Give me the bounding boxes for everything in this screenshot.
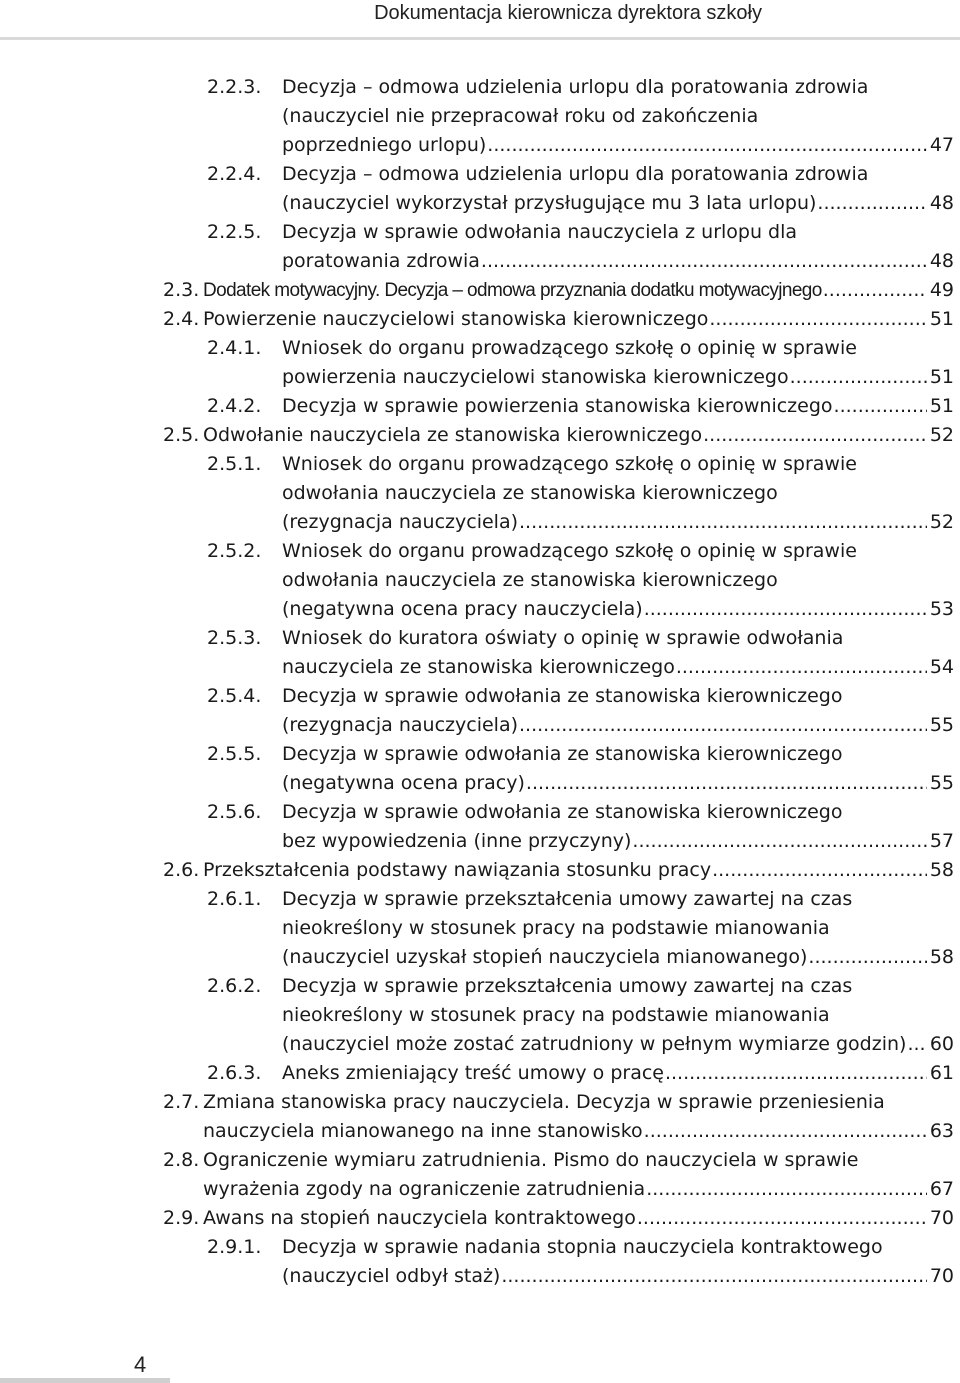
toc-dot-leader xyxy=(703,421,927,450)
toc-entry-number: 2.5. xyxy=(163,424,200,446)
toc-entry[interactable] xyxy=(0,856,960,885)
toc-entry-title: Wniosek do organu prowadzącego szkołę o opinię w sprawie xyxy=(282,540,857,562)
toc-entry-title: (rezygnacja nauczyciela) xyxy=(282,714,519,736)
toc-line xyxy=(0,566,960,595)
toc-line xyxy=(0,653,960,682)
toc-page-number: 67 xyxy=(928,1175,954,1204)
toc-line xyxy=(0,827,960,856)
toc-entry[interactable] xyxy=(0,972,960,1059)
toc-entry-number: 2.5.3. xyxy=(207,627,262,649)
toc-entry-title: wyrażenia zgody na ograniczenie zatrudnienia xyxy=(203,1178,646,1200)
toc-page-number: 47 xyxy=(928,131,954,160)
toc-dot-leader xyxy=(808,943,926,972)
toc-entry-number: 2.6. xyxy=(163,859,200,881)
toc-entry-title: odwołania nauczyciela ze stanowiska kierowniczego xyxy=(282,569,778,591)
header-title: Dokumentacja kierownicza dyrektora szkoły xyxy=(374,2,762,24)
toc-line xyxy=(0,1001,960,1030)
toc-entry[interactable] xyxy=(0,1146,960,1204)
toc-entry-number: 2.8. xyxy=(163,1149,200,1171)
toc-line xyxy=(0,131,960,160)
toc-line xyxy=(0,392,960,421)
toc-dot-leader xyxy=(665,1059,927,1088)
toc-line xyxy=(0,450,960,479)
toc-page-number: 48 xyxy=(928,189,954,218)
toc-line xyxy=(0,508,960,537)
toc-entry-title: nieokreślony w stosunek pracy na podstawie mianowania xyxy=(282,1004,830,1026)
toc-entry-title: Decyzja w sprawie odwołania ze stanowiska kierowniczego xyxy=(282,801,843,823)
toc-line xyxy=(0,305,960,334)
toc-page-number: 51 xyxy=(928,305,954,334)
toc-dot-leader xyxy=(712,856,927,885)
toc-page-number: 53 xyxy=(928,595,954,624)
toc-line xyxy=(0,740,960,769)
toc-entry-number: 2.6.2. xyxy=(207,975,262,997)
toc-entry[interactable] xyxy=(0,450,960,537)
toc-page-number: 58 xyxy=(928,856,954,885)
toc-entry-number: 2.4. xyxy=(163,308,200,330)
toc-entry-title: Decyzja w sprawie odwołania ze stanowiska kierowniczego xyxy=(282,743,843,765)
toc-entry[interactable] xyxy=(0,798,960,856)
toc-entry[interactable] xyxy=(0,421,960,450)
toc-entry-title: (nauczyciel odbył staż) xyxy=(282,1265,501,1287)
toc-entry[interactable] xyxy=(0,334,960,392)
toc-line xyxy=(0,1204,960,1233)
toc-line xyxy=(0,73,960,102)
toc-entry-number: 2.7. xyxy=(163,1091,200,1113)
toc-entry-title: Przekształcenia podstawy nawiązania stosunku pracy xyxy=(203,859,712,881)
toc-line xyxy=(0,102,960,131)
toc-line xyxy=(0,363,960,392)
toc-entry[interactable] xyxy=(0,392,960,421)
toc-entry-title: Decyzja w sprawie przekształcenia umowy zawartej na czas xyxy=(282,975,853,997)
toc-entry-title: Aneks zmieniający treść umowy o pracę xyxy=(282,1062,664,1084)
toc-entry[interactable] xyxy=(0,740,960,798)
toc-entry-title: Decyzja w sprawie odwołania ze stanowiska kierowniczego xyxy=(282,685,843,707)
toc-dot-leader xyxy=(519,508,927,537)
toc-entry-title: Odwołanie nauczyciela ze stanowiska kierowniczego xyxy=(203,424,703,446)
toc-line xyxy=(0,595,960,624)
toc-entry-number: 2.4.2. xyxy=(207,395,262,417)
toc-entry[interactable] xyxy=(0,682,960,740)
toc-entry-title: Ograniczenie wymiaru zatrudnienia. Pismo do nauczyciela w sprawie xyxy=(203,1149,859,1171)
toc-page-number: 60 xyxy=(928,1030,954,1059)
toc-entry-title: nauczyciela ze stanowiska kierowniczego xyxy=(282,656,675,678)
toc-page-number: 63 xyxy=(928,1117,954,1146)
toc-line xyxy=(0,479,960,508)
toc-dot-leader xyxy=(823,276,927,305)
toc-entry-title: Dodatek motywacyjny. Decyzja – odmowa przyznania dodatku motywacyjnego xyxy=(203,280,822,301)
toc-entry-number: 2.5.2. xyxy=(207,540,262,562)
toc-page-number: 57 xyxy=(928,827,954,856)
toc-line xyxy=(0,160,960,189)
toc-page-number: 54 xyxy=(928,653,954,682)
toc-entry-title: (negatywna ocena pracy nauczyciela) xyxy=(282,598,643,620)
toc-entry[interactable] xyxy=(0,160,960,218)
toc-page-number: 61 xyxy=(928,1059,954,1088)
toc-line xyxy=(0,682,960,711)
toc-entry-number: 2.6.3. xyxy=(207,1062,262,1084)
toc-line xyxy=(0,624,960,653)
toc-entry-number: 2.3. xyxy=(163,279,200,301)
toc-entry[interactable] xyxy=(0,885,960,972)
toc-page-number: 70 xyxy=(928,1262,954,1291)
toc-entry-title: Wniosek do organu prowadzącego szkołę o opinię w sprawie xyxy=(282,337,857,359)
toc-entry-title: Decyzja w sprawie powierzenia stanowiska kierowniczego xyxy=(282,395,833,417)
toc-entry-title: Decyzja w sprawie przekształcenia umowy zawartej na czas xyxy=(282,888,853,910)
toc-line xyxy=(0,769,960,798)
toc-line xyxy=(0,1175,960,1204)
footer-bar xyxy=(0,1378,170,1383)
toc-entry[interactable] xyxy=(0,305,960,334)
toc-line xyxy=(0,1088,960,1117)
toc-line xyxy=(0,218,960,247)
toc-dot-leader xyxy=(644,595,927,624)
toc-entry[interactable] xyxy=(0,1059,960,1088)
toc-page-number: 48 xyxy=(928,247,954,276)
toc-entry[interactable] xyxy=(0,1233,960,1291)
toc-entry-title: (nauczyciel nie przepracował roku od zakończenia xyxy=(282,105,759,127)
toc-dot-leader xyxy=(646,1175,927,1204)
toc-entry[interactable] xyxy=(0,276,960,305)
toc-line xyxy=(0,421,960,450)
toc-line xyxy=(0,856,960,885)
toc-entry[interactable] xyxy=(0,624,960,682)
toc-line xyxy=(0,537,960,566)
toc-page-number: 51 xyxy=(928,363,954,392)
page-header xyxy=(0,0,960,30)
toc-entry[interactable] xyxy=(0,1204,960,1233)
toc-line xyxy=(0,1030,960,1059)
toc-page-number: 52 xyxy=(928,508,954,537)
header-divider xyxy=(0,37,960,40)
toc-line xyxy=(0,189,960,218)
toc-dot-leader xyxy=(481,247,927,276)
toc-entry-title: odwołania nauczyciela ze stanowiska kierowniczego xyxy=(282,482,778,504)
toc-entry-title: poratowania zdrowia xyxy=(282,250,480,272)
toc-entry-title: (nauczyciel wykorzystał przysługujące mu 3 lata urlopu) xyxy=(282,192,817,214)
toc-line xyxy=(0,972,960,1001)
toc-entry-title: bez wypowiedzenia (inne przyczyny) xyxy=(282,830,632,852)
toc-entry-number: 2.5.1. xyxy=(207,453,262,475)
toc-dot-leader xyxy=(834,392,927,421)
toc-entry-number: 2.5.6. xyxy=(207,801,262,823)
toc-line xyxy=(0,334,960,363)
toc-entry-title: Decyzja w sprawie nadania stopnia nauczyciela kontraktowego xyxy=(282,1236,883,1258)
toc-entry-number: 2.5.5. xyxy=(207,743,262,765)
toc-dot-leader xyxy=(637,1204,927,1233)
toc-line xyxy=(0,247,960,276)
toc-entry-number: 2.9. xyxy=(163,1207,200,1229)
toc-dot-leader xyxy=(487,131,927,160)
toc-entry-title: Wniosek do kuratora oświaty o opinię w sprawie odwołania xyxy=(282,627,844,649)
toc-entry-title: Awans na stopień nauczyciela kontraktowego xyxy=(203,1207,636,1229)
toc-dot-leader xyxy=(709,305,926,334)
toc-line xyxy=(0,1117,960,1146)
toc-entry-title: (negatywna ocena pracy) xyxy=(282,772,525,794)
toc-entry[interactable] xyxy=(0,218,960,276)
toc-line xyxy=(0,711,960,740)
toc-entry-number: 2.5.4. xyxy=(207,685,262,707)
toc-line xyxy=(0,914,960,943)
toc-entry[interactable] xyxy=(0,537,960,624)
toc-entry-title: Powierzenie nauczycielowi stanowiska kierowniczego xyxy=(203,308,709,330)
toc-entry-title: Zmiana stanowiska pracy nauczyciela. Decyzja w sprawie przeniesienia xyxy=(203,1091,885,1113)
toc-page-number: 70 xyxy=(928,1204,954,1233)
toc-dot-leader xyxy=(790,363,927,392)
toc-entry[interactable] xyxy=(0,1088,960,1146)
toc-entry-title: (rezygnacja nauczyciela) xyxy=(282,511,519,533)
toc-entry-title: Decyzja – odmowa udzielenia urlopu dla poratowania zdrowia xyxy=(282,163,869,185)
toc-entry-title: (nauczyciel uzyskał stopień nauczyciela mianowanego) xyxy=(282,946,808,968)
toc-entry-number: 2.9.1. xyxy=(207,1236,262,1258)
toc-dot-leader xyxy=(644,1117,927,1146)
table-of-contents xyxy=(0,73,960,1291)
toc-line xyxy=(0,798,960,827)
toc-line xyxy=(0,943,960,972)
toc-entry-title: Decyzja w sprawie odwołania nauczyciela z urlopu dla xyxy=(282,221,798,243)
toc-dot-leader xyxy=(817,189,926,218)
toc-dot-leader xyxy=(676,653,927,682)
toc-entry-number: 2.2.3. xyxy=(207,76,262,98)
toc-entry-title: Decyzja – odmowa udzielenia urlopu dla poratowania zdrowia xyxy=(282,76,869,98)
toc-page-number: 51 xyxy=(928,392,954,421)
toc-dot-leader xyxy=(907,1030,926,1059)
toc-page-number: 49 xyxy=(928,276,954,305)
toc-line xyxy=(0,1233,960,1262)
toc-entry-number: 2.2.4. xyxy=(207,163,262,185)
toc-entry[interactable] xyxy=(0,73,960,160)
footer-page-number: 4 xyxy=(134,1352,147,1377)
toc-line xyxy=(0,1146,960,1175)
toc-entry-title: nauczyciela mianowanego na inne stanowisko xyxy=(203,1120,643,1142)
toc-entry-number: 2.2.5. xyxy=(207,221,262,243)
toc-page-number: 55 xyxy=(928,711,954,740)
toc-entry-number: 2.4.1. xyxy=(207,337,262,359)
toc-page-number: 58 xyxy=(928,943,954,972)
toc-line xyxy=(0,885,960,914)
toc-dot-leader xyxy=(519,711,927,740)
toc-line xyxy=(0,1059,960,1088)
toc-line xyxy=(0,276,960,305)
toc-entry-title: (nauczyciel może zostać zatrudniony w pełnym wymiarze godzin) xyxy=(282,1033,907,1055)
toc-dot-leader xyxy=(632,827,926,856)
toc-entry-title: Wniosek do organu prowadzącego szkołę o opinię w sprawie xyxy=(282,453,857,475)
toc-dot-leader xyxy=(526,769,927,798)
toc-entry-number: 2.6.1. xyxy=(207,888,262,910)
toc-page-number: 55 xyxy=(928,769,954,798)
toc-entry-title: powierzenia nauczycielowi stanowiska kierowniczego xyxy=(282,366,789,388)
toc-line xyxy=(0,1262,960,1291)
toc-dot-leader xyxy=(501,1262,926,1291)
toc-entry-title: poprzedniego urlopu) xyxy=(282,134,487,156)
toc-page-number: 52 xyxy=(928,421,954,450)
toc-entry-title: nieokreślony w stosunek pracy na podstawie mianowania xyxy=(282,917,830,939)
